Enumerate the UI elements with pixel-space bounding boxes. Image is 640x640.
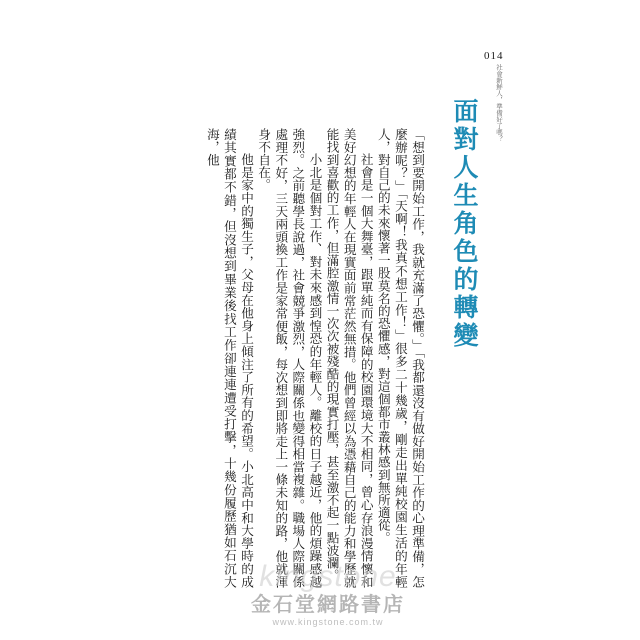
running-head: 社會新鮮人，準備好了嗎？ — [495, 64, 503, 142]
paragraph: 他是家中的獨生子，父母在他身上傾注了所有的希望。小北高中和大學時的成績其實都不錯，但沒想到畢業後找工作卻連連遭受打擊，十幾份履歷猶如石沉大海，他 — [204, 128, 255, 588]
paragraph: 「想到要開始工作，我就充滿了恐懼。」「我都還沒有做好開始工作的心理準備，怎麼辦呢？」「天啊！我真不想工作！」很多二十幾歲，剛走出單純校園生活的年輕人，對自己的未來懷著一股莫名的恐懼感，對這個都市叢林感到無所適從。 — [375, 128, 425, 588]
watermark-brand-en: kingstone — [259, 560, 397, 593]
body-text — [146, 128, 426, 588]
page-number: 014 — [484, 50, 504, 62]
watermark-brand-zh: 金石堂網路書店 — [251, 592, 405, 616]
watermark-url: www.kingstone.com.tw — [272, 617, 384, 627]
chapter-title: 面對人生角色的轉變 — [450, 98, 479, 350]
paragraph: 小北是個對工作、對未來感到惶恐的年輕人。離校的日子越近，他的煩躁感越強烈。之前聽學長說過，社會競爭激烈，人際關係也變得相當複雜。職場人際關係處理不好，三天兩頭換工作是家常便飯，每次想到即將走上一條未知的路，他就渾身不自在。 — [256, 128, 323, 588]
paragraph: 社會是一個大舞臺，跟單純而有保障的校園環境大不相同，曾心存浪漫情懷和美好幻想的年輕人在現實面前常茫然無措。他們曾經以為憑藉自己的能力和學歷就能找到喜歡的工作，但滿腔激情一次次被殘酷的現實打壓，甚至激不起一點波瀾。 — [324, 128, 374, 588]
